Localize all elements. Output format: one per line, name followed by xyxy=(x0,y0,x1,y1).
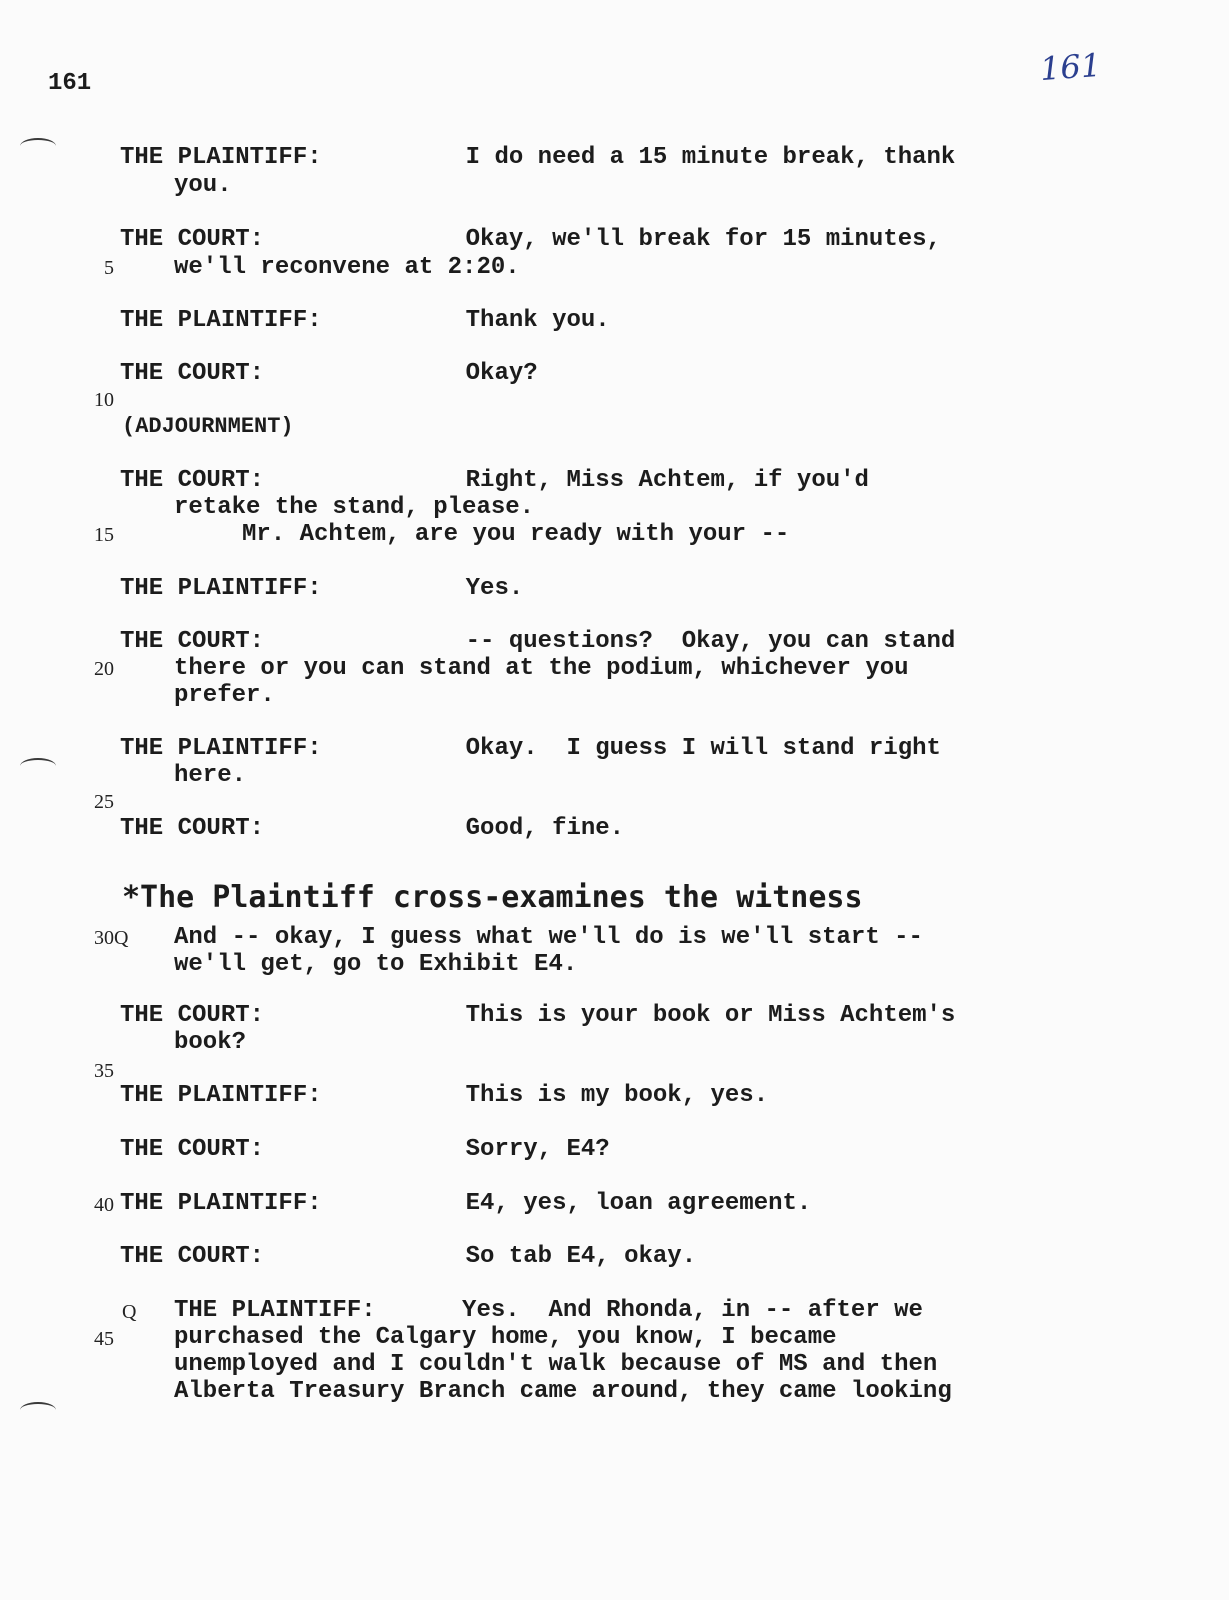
transcript-line: THE COURT: -- questions? Okay, you can stand xyxy=(120,628,956,655)
transcript-line: retake the stand, please. xyxy=(174,494,535,521)
transcript-line: Alberta Treasury Branch came around, they came looking xyxy=(174,1378,952,1405)
punch-hole-icon xyxy=(20,1402,56,1418)
line-number: 45 xyxy=(94,1328,114,1350)
punch-hole-icon xyxy=(20,758,56,774)
transcript-line: THE COURT: This is your book or Miss Achtem's xyxy=(120,1002,956,1029)
transcript-line: THE PLAINTIFF: Yes. And Rhonda, in -- after we xyxy=(174,1297,923,1324)
transcript-line: THE PLAINTIFF: Thank you. xyxy=(120,307,610,334)
transcript-line: THE PLAINTIFF: This is my book, yes. xyxy=(120,1082,769,1109)
transcript-line: purchased the Calgary home, you know, I became xyxy=(174,1324,837,1351)
transcript-line: THE PLAINTIFF: Okay. I guess I will stand right xyxy=(120,735,941,762)
transcript-line: prefer. xyxy=(174,682,275,709)
punch-hole-icon xyxy=(20,138,56,154)
transcript-line: THE COURT: Good, fine. xyxy=(120,815,625,842)
line-number: 15 xyxy=(94,524,114,546)
transcript-line: THE COURT: Sorry, E4? xyxy=(120,1136,610,1163)
transcript-line: we'll reconvene at 2:20. xyxy=(174,254,520,281)
line-number: 25 xyxy=(94,791,114,813)
transcript-line: THE COURT: So tab E4, okay. xyxy=(120,1243,697,1270)
line-number: 35 xyxy=(94,1060,114,1082)
transcript-line: Mr. Achtem, are you ready with your -- xyxy=(242,521,790,548)
transcript-line: And -- okay, I guess what we'll do is we'll start -- xyxy=(174,924,923,951)
line-number: 10 xyxy=(94,389,114,411)
transcript-line: here. xyxy=(174,762,247,789)
transcript-line: THE COURT: Okay, we'll break for 15 minutes, xyxy=(120,226,941,253)
line-number: 30Q xyxy=(94,927,129,949)
transcript-line: unemployed and I couldn't walk because of MS and then xyxy=(174,1351,938,1378)
transcript-line: THE PLAINTIFF: I do need a 15 minute break, thank xyxy=(120,144,956,171)
line-number: 20 xyxy=(94,658,114,680)
line-number: 40 xyxy=(94,1194,114,1216)
transcript-line: book? xyxy=(174,1029,247,1056)
line-number: Q xyxy=(122,1301,137,1323)
transcript-line: there or you can stand at the podium, whichever you xyxy=(174,655,909,682)
page-number: 161 xyxy=(48,70,92,97)
transcript-line: THE PLAINTIFF: E4, yes, loan agreement. xyxy=(120,1190,812,1217)
transcript-line: we'll get, go to Exhibit E4. xyxy=(174,951,578,978)
transcript-line: THE PLAINTIFF: Yes. xyxy=(120,575,524,602)
transcript-line: THE COURT: Okay? xyxy=(120,360,538,387)
transcript-line: (ADJOURNMENT) xyxy=(122,414,294,439)
transcript-line: THE COURT: Right, Miss Achtem, if you'd xyxy=(120,467,869,494)
transcript-line: you. xyxy=(174,172,232,199)
section-heading: *The Plaintiff cross-examines the witness xyxy=(122,880,863,915)
line-number: 5 xyxy=(104,257,114,279)
handwritten-page-number: 161 xyxy=(1038,45,1103,89)
